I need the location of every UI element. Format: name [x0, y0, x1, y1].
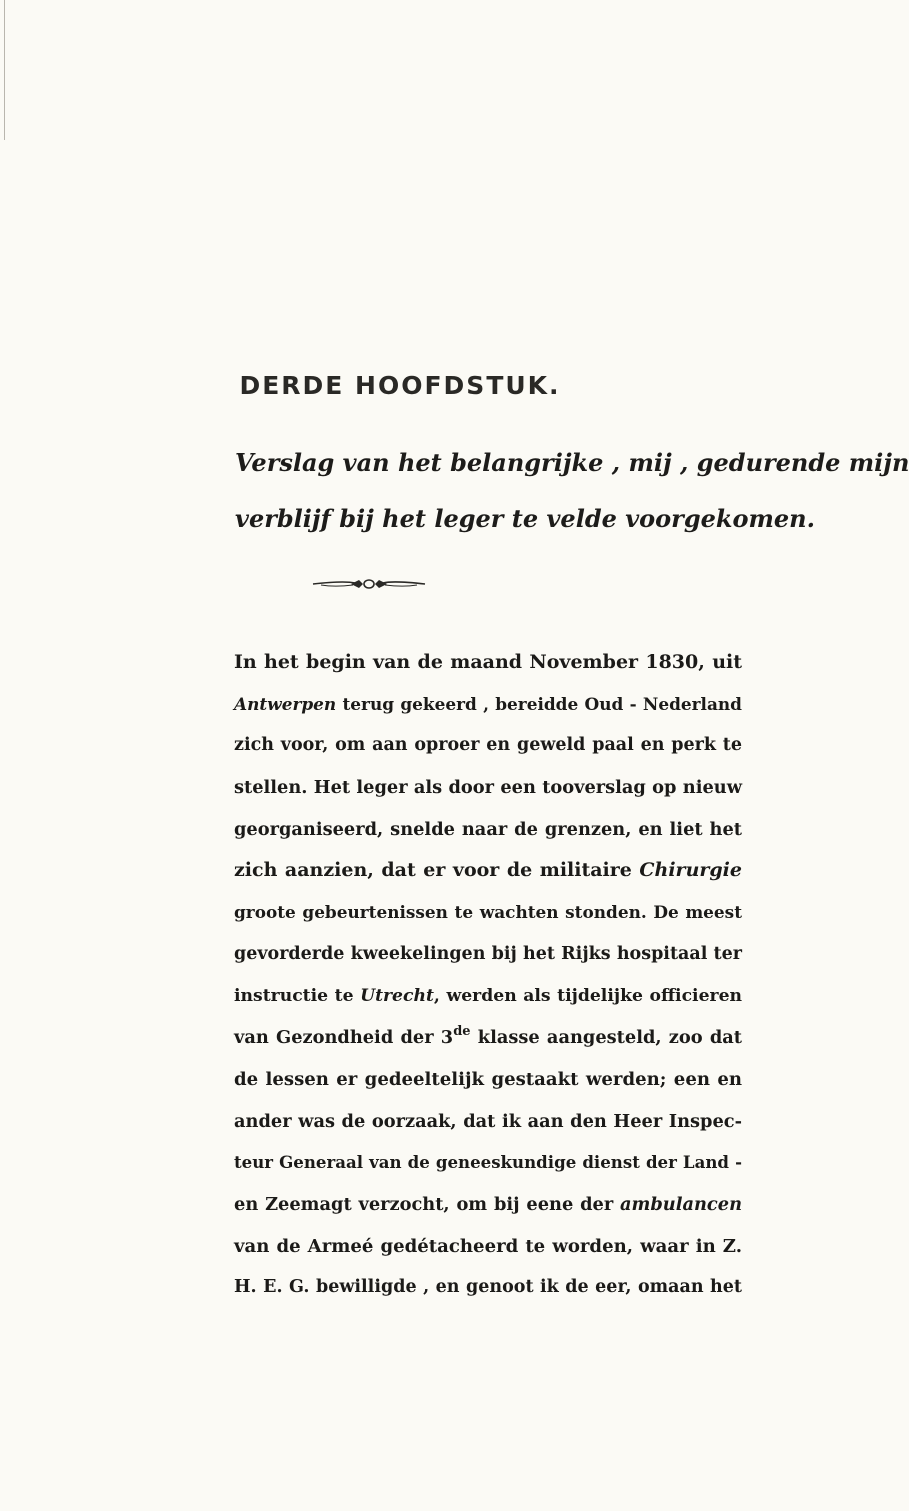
chapter-subtitle-line-2: verblijf bij het leger te velde voorgekomen. — [235, 504, 815, 533]
text-line — [234, 976, 742, 1018]
text-run: klasse aangesteld, zoo dat — [470, 1027, 742, 1049]
italic-text-run: Chirurgie — [639, 859, 742, 882]
text-run: georganiseerd, snelde naar de grenzen, en liet het — [234, 818, 742, 840]
italic-text-run: Antwerpen — [234, 693, 337, 714]
text-line — [234, 1226, 742, 1268]
text-line — [234, 1142, 742, 1184]
text-line — [234, 684, 742, 726]
page-edge-line — [4, 0, 5, 140]
chapter-heading: DERDE HOOFDSTUK. — [239, 371, 561, 400]
text-run: zich voor, om aan oproer en geweld paal en perk te — [234, 735, 742, 756]
text-run: terug gekeerd , bereidde Oud - Nederland — [336, 693, 742, 714]
text-run: stellen. Het leger als door een tooverslag op nieuw — [234, 777, 742, 799]
text-run: instructie te — [234, 985, 361, 1006]
superscript-text: de — [453, 1024, 471, 1040]
chapter-subtitle-line-1: Verslag van het belangrijke , mij , gedurende mijn — [235, 448, 909, 477]
text-run: groote gebeurtenissen te wachten stonden. De meest — [234, 902, 742, 923]
text-run: teur Generaal van de geneeskundige dienst der Land - — [234, 1152, 742, 1173]
text-line — [234, 1184, 742, 1226]
text-run: zich aanzien, dat er voor de militaire — [234, 859, 640, 882]
text-line — [234, 1101, 742, 1143]
text-run: , werden als tijdelijke officieren — [433, 985, 743, 1006]
text-line — [234, 642, 742, 684]
text-line — [234, 1017, 742, 1059]
italic-text-run: ambulancen — [620, 1193, 742, 1215]
text-run: H. E. G. bewilligde , en genoot ik de eer, omaan het — [234, 1277, 742, 1298]
body-paragraph — [234, 642, 742, 1309]
text-run: van de Armeé gedétacheerd te worden, waar in Z. — [234, 1235, 742, 1257]
text-line — [234, 725, 742, 767]
text-run: In het begin van de maand November 1830, uit — [234, 651, 742, 673]
text-run: gevorderde kweekelingen bij het Rijks hospitaal ter — [234, 943, 742, 964]
decorative-rule-ornament-icon — [311, 578, 427, 590]
text-line — [234, 1267, 742, 1309]
text-line — [234, 1059, 742, 1101]
text-line — [234, 892, 742, 934]
text-run: en Zeemagt verzocht, om bij eene der — [234, 1193, 621, 1215]
text-line — [234, 850, 742, 892]
text-line — [234, 809, 742, 851]
text-run: van Gezondheid der 3 — [234, 1027, 454, 1049]
text-line — [234, 767, 742, 809]
italic-text-run: Utrecht — [360, 985, 434, 1006]
text-line — [234, 934, 742, 976]
text-run: de lessen er gedeeltelijk gestaakt werden; een en — [234, 1068, 742, 1090]
text-run: ander was de oorzaak, dat ik aan den Heer Inspec- — [234, 1110, 742, 1132]
